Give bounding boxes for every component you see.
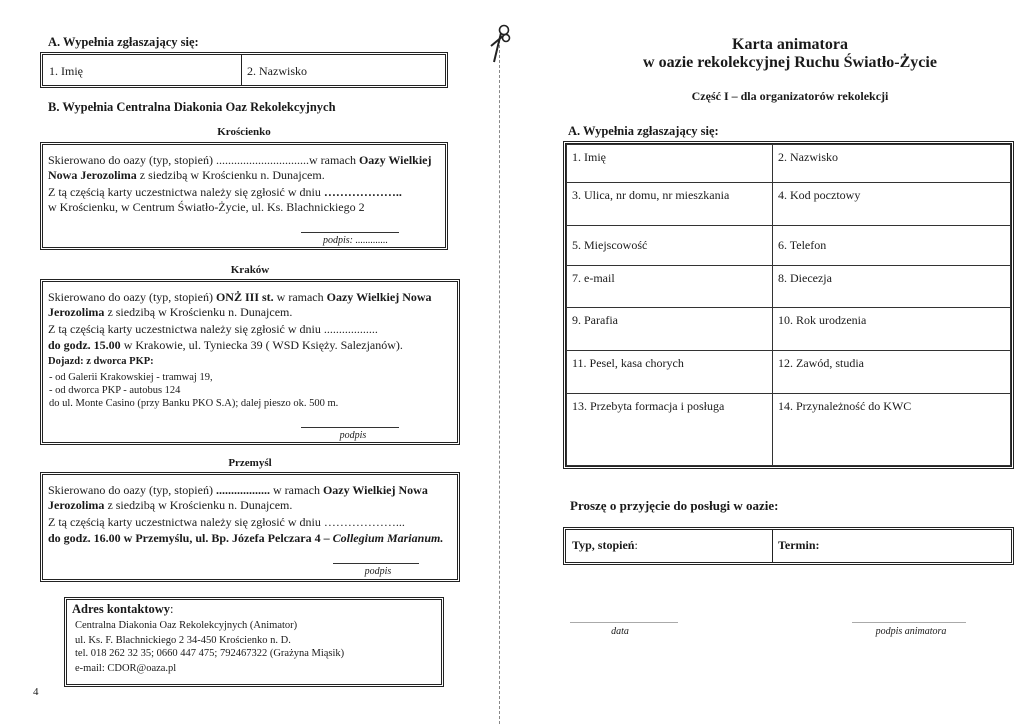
- field-formation[interactable]: 13. Przebyta formacja i posługa: [567, 394, 773, 466]
- card-subtitle: Część I – dla organizatorów rekolekcji: [691, 89, 889, 103]
- przemysl-box: [40, 472, 460, 582]
- przemysl-line-1: Skierowano do oazy (typ, stopień) .................. w ramach Oazy Wielkiej Nowa: [48, 483, 428, 497]
- field-phone[interactable]: 6. Telefon: [773, 226, 1011, 266]
- kroscienko-line-1: Skierowano do oazy (typ, stopień) ...............................w ramach Oazy Wielkiej: [48, 153, 432, 167]
- field-last-name[interactable]: 2. Nazwisko: [773, 145, 1011, 183]
- left-section-b-heading: B. Wypełnia Centralna Diakonia Oaz Rekolekcyjnych: [48, 100, 336, 114]
- kroscienko-box: [40, 142, 448, 250]
- field-occupation[interactable]: 12. Zawód, studia: [773, 351, 1011, 394]
- krakow-dojazd-1: - od Galerii Krakowskiej - tramwaj 19,: [49, 372, 213, 383]
- przemysl-line-2: Jerozolima z siedzibą w Krościenku n. Dunajcem.: [48, 498, 293, 512]
- krakow-line-4: do godz. 15.00 w Krakowie, ul. Tyniecka 39 ( WSD Księży. Salezjanów).: [48, 338, 403, 352]
- krakow-dojazd-heading: Dojazd: z dworca PKP:: [48, 356, 154, 367]
- krakow-box: [40, 279, 460, 445]
- contact-line-2: ul. Ks. F. Blachnickiego 2 34-450 Krościenko n. D.: [75, 635, 291, 646]
- krakow-line-1: Skierowano do oazy (typ, stopień) ONŻ III st. w ramach Oazy Wielkiej Nowa: [48, 290, 432, 304]
- kroscienko-title: Krościenko: [217, 126, 271, 138]
- contact-email[interactable]: e-mail: CDOR@oaza.pl: [75, 663, 177, 674]
- krakow-signature-line: [301, 427, 399, 428]
- contact-box: [64, 597, 444, 687]
- page-number: 4: [33, 686, 39, 698]
- card-title-2: w oazie rekolekcyjnej Ruchu Światło-Życie: [643, 54, 937, 71]
- field-type-grade[interactable]: Typ, stopień:: [572, 538, 638, 552]
- contact-line-3: tel. 018 262 32 35; 0660 447 475; 792467322 (Grażyna Miąsik): [75, 648, 345, 659]
- registration-table-frame: [563, 141, 1014, 469]
- przemysl-title: Przemyśl: [228, 457, 272, 469]
- contact-title: Adres kontaktowy:: [72, 602, 174, 616]
- field-diocese[interactable]: 8. Diecezja: [773, 266, 1011, 308]
- request-box-divider: [772, 530, 773, 562]
- field-city[interactable]: 5. Miejscowość: [567, 226, 773, 266]
- kroscienko-line-2: Nowa Jerozolima z siedzibą w Krościenku n. Dunajcem.: [48, 168, 325, 182]
- przemysl-signature-label: podpis: [364, 566, 392, 577]
- scissors-icon: [486, 22, 512, 66]
- field-email[interactable]: 7. e-mail: [567, 266, 773, 308]
- left-section-a-heading: A. Wypełnia zgłaszający się:: [48, 35, 199, 49]
- contact-line-1: Centralna Diakonia Oaz Rekolekcyjnych (Animator): [75, 620, 298, 631]
- krakow-dojazd-3: do ul. Monte Casino (przy Banku PKO S.A); dalej pieszo ok. 500 m.: [49, 398, 339, 409]
- left-field-first-name[interactable]: 1. Imię: [49, 64, 83, 78]
- left-field-last-name[interactable]: 2. Nazwisko: [247, 64, 307, 78]
- przemysl-line-4: do godz. 16.00 w Przemyślu, ul. Bp. Józefa Pelczara 4 – Collegium Marianum.: [48, 531, 444, 545]
- right-section-a-heading: A. Wypełnia zgłaszający się:: [568, 124, 719, 138]
- field-birth-year[interactable]: 10. Rok urodzenia: [773, 308, 1011, 351]
- krakow-line-2: Jerozolima z siedzibą w Krościenku n. Dunajcem.: [48, 305, 293, 319]
- date-label: data: [611, 626, 629, 637]
- kroscienko-signature-line: [301, 232, 399, 233]
- field-parish[interactable]: 9. Parafia: [567, 308, 773, 351]
- krakow-line-3: Z tą częścią karty uczestnictwa należy się zgłosić w dniu ..................: [48, 322, 378, 336]
- left-name-box: [40, 52, 448, 88]
- date-line: [570, 622, 678, 623]
- registration-table: [566, 144, 1011, 466]
- request-heading: Proszę o przyjęcie do posługi w oazie:: [570, 498, 779, 513]
- left-name-box-divider: [241, 55, 242, 85]
- kroscienko-line-4: w Krościenku, w Centrum Światło-Życie, ul. Ks. Blachnickiego 2: [48, 200, 365, 214]
- przemysl-signature-line: [333, 563, 419, 564]
- krakow-title: Kraków: [230, 264, 270, 276]
- card-title: Karta animatora: [732, 36, 848, 53]
- kroscienko-line-3: Z tą częścią karty uczestnictwa należy się zgłosić w dniu ………………..: [48, 185, 402, 199]
- field-street[interactable]: 3. Ulica, nr domu, nr mieszkania: [567, 183, 773, 226]
- animator-signature-line: [852, 622, 966, 623]
- field-kwc[interactable]: 14. Przynależność do KWC: [773, 394, 1011, 466]
- animator-signature-label: podpis animatora: [875, 626, 947, 637]
- field-first-name[interactable]: 1. Imię: [567, 145, 773, 183]
- przemysl-line-3: Z tą częścią karty uczestnictwa należy się zgłosić w dniu ………………...: [48, 515, 405, 529]
- field-term[interactable]: Termin:: [778, 538, 820, 552]
- krakow-dojazd-2: - od dworca PKP - autobus 124: [49, 385, 181, 396]
- field-pesel[interactable]: 11. Pesel, kasa chorych: [567, 351, 773, 394]
- kroscienko-signature-label: podpis: .............: [323, 235, 388, 246]
- krakow-signature-label: podpis: [339, 430, 367, 441]
- request-box: [563, 527, 1014, 565]
- cut-line: [499, 40, 500, 724]
- field-postal-code[interactable]: 4. Kod pocztowy: [773, 183, 1011, 226]
